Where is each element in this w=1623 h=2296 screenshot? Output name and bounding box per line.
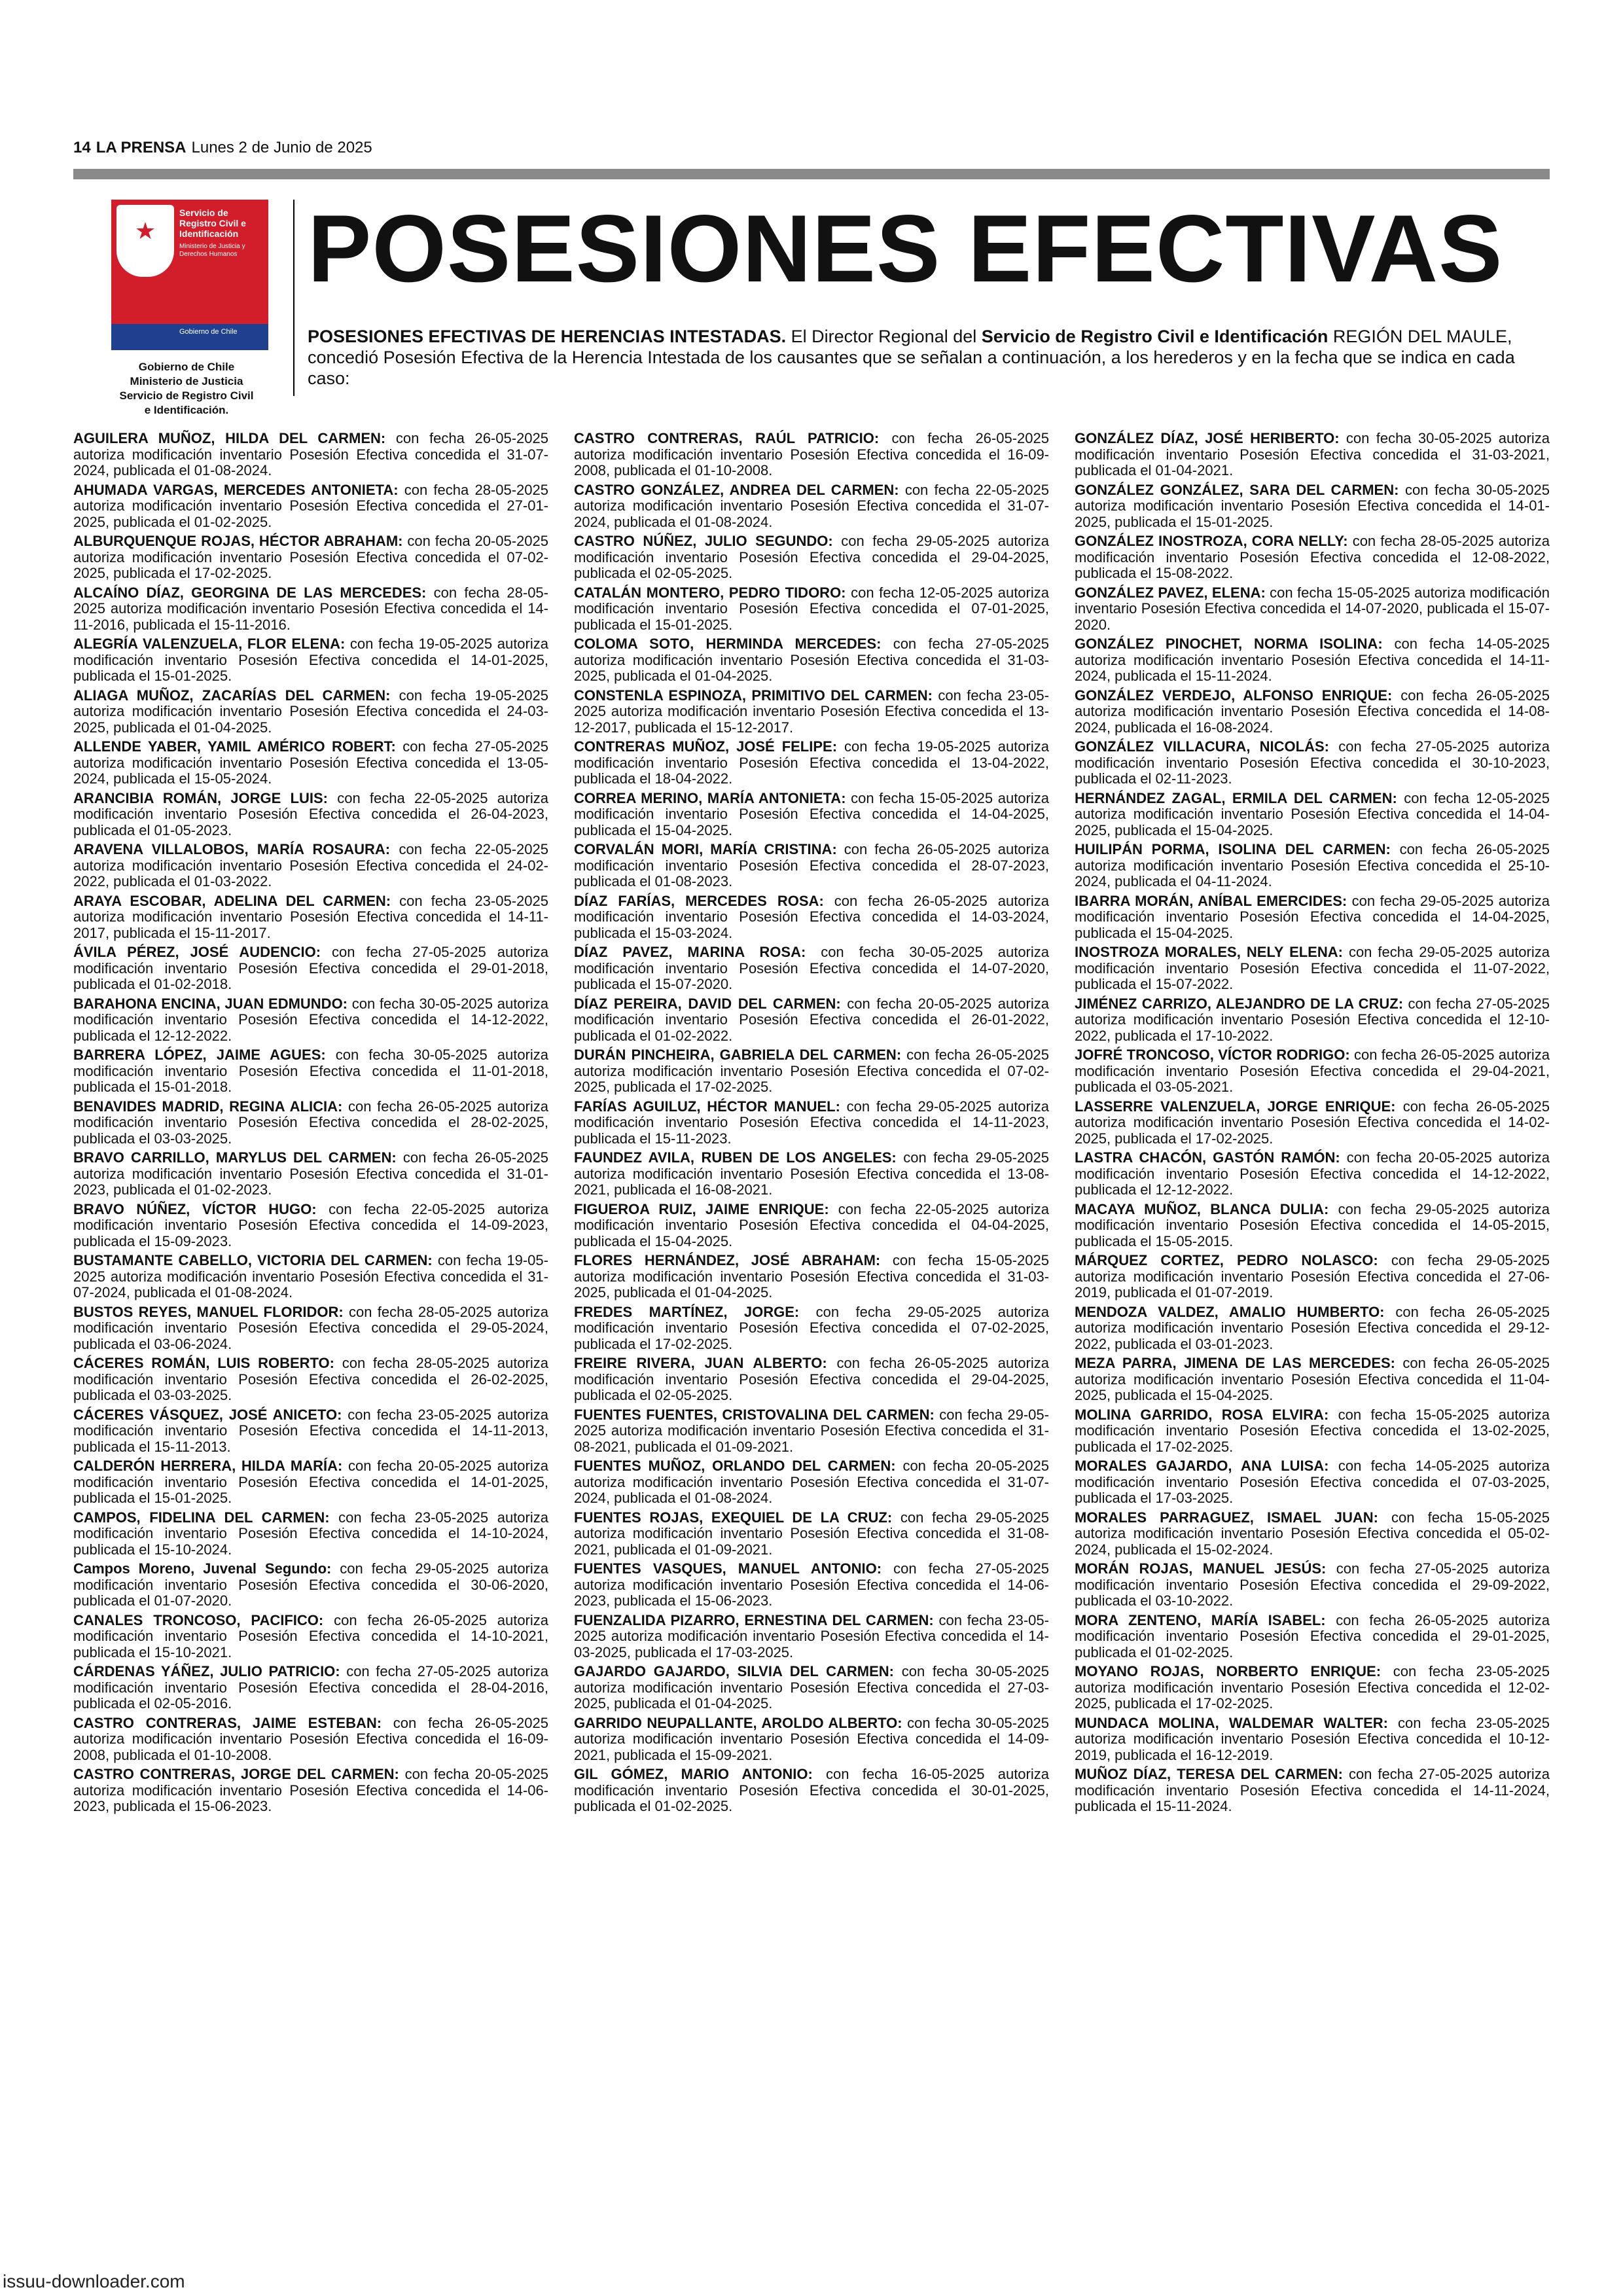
notice-text: con fecha 29-05-2025 autoriza modificación inventario Posesión Efectiva concedida el 14-05-2015, publicada el 15-05-2015. (1075, 1200, 1550, 1249)
decedent-name: MENDOZA VALDEZ, AMALIO HUMBERTO: (1075, 1303, 1385, 1320)
notice-text: con fecha 26-05-2025 autoriza modificación inventario Posesión Efectiva concedida el 28-07-2023, publicada el 01-08-2023. (574, 841, 1049, 889)
notice-text: con fecha 26-05-2025 autoriza modificación inventario Posesión Efectiva concedida el 29-01-2025, publicada el 01-02-2025. (1075, 1611, 1550, 1660)
notice-text: con fecha 27-05-2025 autoriza modificación inventario Posesión Efectiva concedida el 12-10-2022, publicada el 17-10-2022. (1075, 995, 1550, 1044)
notice-entry (73, 1767, 548, 1815)
notice-entry (1075, 1047, 1550, 1096)
notice-text: con fecha 30-05-2025 autoriza modificación inventario Posesión Efectiva concedida el 11-01-2018, publicada el 15-01-2018. (73, 1047, 549, 1095)
notice-text: con fecha 20-05-2025 autoriza modificación inventario Posesión Efectiva concedida el 14-01-2025, publicada el 15-01-2025. (73, 1458, 548, 1506)
notice-text: con fecha 12-05-2025 autoriza modificación inventario Posesión Efectiva concedida el 07-01-2025, publicada el 15-01-2025. (574, 584, 1049, 633)
notice-entry (73, 1458, 548, 1507)
notice-entry (1075, 1099, 1550, 1147)
decedent-name: CÁCERES VÁSQUEZ, JOSÉ ANICETO: (73, 1406, 342, 1423)
caption-line: Gobierno de Chile (138, 361, 235, 373)
notice-text: con fecha 26-05-2025 autoriza modificación inventario Posesión Efectiva concedida el 29-12-2022, publicada el 03-01-2023. (1075, 1303, 1550, 1352)
notice-entry (73, 1047, 548, 1096)
notice-entry (574, 533, 1049, 582)
decedent-name: GONZÁLEZ VERDEJO, ALFONSO ENRIQUE: (1075, 687, 1393, 704)
notice-text: con fecha 19-05-2025 autoriza modificación inventario Posesión Efectiva concedida el 14-01-2025, publicada el 15-01-2025. (73, 636, 548, 684)
header-divider (73, 169, 1550, 179)
notice-text: con fecha 29-05-2025 autoriza modificación inventario Posesión Efectiva concedida el 31-08-2021, publicada el 01-09-2021. (574, 1406, 1049, 1455)
notice-text: con fecha 26-05-2025 autoriza modificación inventario Posesión Efectiva concedida el 14-03-2024, publicada el 15-03-2024. (574, 892, 1049, 941)
decedent-name: ALBURQUENQUE ROJAS, HÉCTOR ABRAHAM: (73, 533, 403, 549)
notice-text: con fecha 29-05-2025 autoriza modificación inventario Posesión Efectiva concedida el 11-07-2022, publicada el 15-07-2022. (1075, 944, 1550, 992)
logo-footer: Gobierno de Chile (179, 328, 238, 336)
notice-text: con fecha 22-05-2025 autoriza modificación inventario Posesión Efectiva concedida el 31-07-2024, publicada el 01-08-2024. (574, 481, 1049, 530)
notice-entry (1075, 739, 1550, 787)
issue-date: Lunes 2 de Junio de 2025 (191, 139, 372, 156)
decedent-name: ALCAÍNO DÍAZ, GEORGINA DE LAS MERCEDES: (73, 584, 427, 601)
decedent-name: MOYANO ROJAS, NORBERTO ENRIQUE: (1075, 1663, 1382, 1679)
page-title: POSESIONES EFECTIVAS (308, 195, 1503, 302)
decedent-name: MUÑOZ DÍAZ, TERESA DEL CARMEN: (1075, 1766, 1343, 1782)
notice-text: con fecha 26-05-2025 autoriza modificación inventario Posesión Efectiva concedida el 29-04-2025, publicada el 02-05-2025. (574, 1355, 1049, 1403)
notice-entry (1075, 1202, 1550, 1250)
notice-entry (1075, 533, 1550, 582)
notice-entry (73, 1510, 548, 1558)
notice-entry (73, 1561, 548, 1609)
notice-text: con fecha 29-05-2025 autoriza modificación inventario Posesión Efectiva concedida el 31-08-2021, publicada el 01-09-2021. (574, 1509, 1049, 1558)
decedent-name: AHUMADA VARGAS, MERCEDES ANTONIETA: (73, 481, 399, 498)
caption-line: e Identificación. (144, 404, 229, 416)
notice-text: con fecha 26-05-2025 autoriza modificación inventario Posesión Efectiva concedida el 07-02-2025, publicada el 17-02-2025. (574, 1047, 1050, 1095)
decedent-name: CONTRERAS MUÑOZ, JOSÉ FELIPE: (574, 738, 838, 755)
decedent-name: MORA ZENTENO, MARÍA ISABEL: (1075, 1611, 1326, 1628)
notice-column-1 (73, 431, 548, 1818)
notice-text: con fecha 29-05-2025 autoriza modificación inventario Posesión Efectiva concedida el 13-08-2021, publicada el 16-08-2021. (574, 1149, 1049, 1198)
notice-entry (574, 1458, 1049, 1507)
notice-entry (1075, 1407, 1550, 1456)
logo-title: Servicio de Registro Civil e Identificación (179, 207, 246, 239)
decedent-name: LASSERRE VALENZUELA, JORGE ENRIQUE: (1075, 1098, 1396, 1115)
notice-entry (73, 996, 548, 1045)
decedent-name: GONZÁLEZ PINOCHET, NORMA ISOLINA: (1075, 636, 1383, 652)
decedent-name: FUENTES VASQUES, MANUEL ANTONIO: (574, 1560, 882, 1577)
logo-caption (98, 360, 275, 418)
decedent-name: LASTRA CHACÓN, GASTÓN RAMÓN: (1075, 1149, 1340, 1166)
decedent-name: BARRERA LÓPEZ, JAIME AGUES: (73, 1047, 326, 1063)
notice-entry (574, 739, 1049, 787)
notice-text: con fecha 29-05-2025 autoriza modificación inventario Posesión Efectiva concedida el 14-11-2023, publicada el 15-11-2023. (574, 1098, 1049, 1147)
decedent-name: MOLINA GARRIDO, ROSA ELVIRA: (1075, 1406, 1329, 1423)
notice-text: con fecha 20-05-2025 autoriza modificación inventario Posesión Efectiva concedida el 14-12-2022, publicada el 12-12-2022. (1075, 1149, 1550, 1198)
notice-text: con fecha 19-05-2025 autoriza modificación inventario Posesión Efectiva concedida el 24-03-2025, publicada el 01-04-2025. (73, 687, 548, 736)
notice-text: con fecha 20-05-2025 autoriza modificación inventario Posesión Efectiva concedida el 14-06-2023, publicada el 15-06-2023. (73, 1766, 548, 1814)
decedent-name: ALEGRÍA VALENZUELA, FLOR ELENA: (73, 636, 346, 652)
notice-entry (73, 1407, 548, 1456)
notice-column-3 (1075, 431, 1550, 1818)
notice-entry (574, 431, 1049, 479)
notice-entry (1075, 1715, 1550, 1764)
notice-entry (574, 996, 1049, 1045)
notice-entry (574, 1150, 1049, 1198)
decedent-name: MACAYA MUÑOZ, BLANCA DULIA: (1075, 1200, 1329, 1217)
decedent-name: GONZÁLEZ GONZÁLEZ, SARA DEL CARMEN: (1075, 481, 1399, 498)
decedent-name: GIL GÓMEZ, MARIO ANTONIO: (574, 1766, 813, 1782)
notice-entry (574, 1047, 1049, 1096)
decedent-name: GONZÁLEZ PAVEZ, ELENA: (1075, 584, 1266, 601)
notice-text: con fecha 30-05-2025 autoriza modificación inventario Posesión Efectiva concedida el 14-07-2020, publicada el 15-07-2020. (574, 944, 1049, 992)
notice-text: con fecha 29-05-2025 autoriza modificación inventario Posesión Efectiva concedida el 27-06-2019, publicada el 01-07-2019. (1075, 1252, 1550, 1300)
notice-text: con fecha 15-05-2025 autoriza modificación inventario Posesión Efectiva concedida el 05-02-2024, publicada el 15-02-2024. (1075, 1509, 1550, 1558)
notice-entry (73, 739, 548, 787)
notice-entry (1075, 1767, 1550, 1815)
notice-text: con fecha 26-05-2025 autoriza modificación inventario Posesión Efectiva concedida el 31-01-2023, publicada el 01-02-2023. (73, 1149, 549, 1198)
notice-entry (73, 791, 548, 839)
notice-text: con fecha 20-05-2025 autoriza modificación inventario Posesión Efectiva concedida el 26-01-2022, publicada el 01-02-2022. (574, 995, 1049, 1044)
notice-entry (574, 842, 1049, 890)
notice-text: con fecha 26-05-2025 autoriza modificación inventario Posesión Efectiva concedida el 14-02-2025, publicada el 17-02-2025. (1075, 1098, 1550, 1147)
decedent-name: FUENTES MUÑOZ, ORLANDO DEL CARMEN: (574, 1458, 896, 1474)
notice-entry (574, 1202, 1049, 1250)
decedent-name: CASTRO GONZÁLEZ, ANDREA DEL CARMEN: (574, 481, 899, 498)
decedent-name: CÁCERES ROMÁN, LUIS ROBERTO: (73, 1355, 334, 1371)
decedent-name: MORALES PARRAGUEZ, ISMAEL JUAN: (1075, 1509, 1378, 1526)
notice-entry (1075, 1253, 1550, 1301)
decedent-name: CORREA MERINO, MARÍA ANTONIETA: (574, 789, 846, 806)
notice-text: con fecha 22-05-2025 autoriza modificación inventario Posesión Efectiva concedida el 04-04-2025, publicada el 15-04-2025. (574, 1200, 1049, 1249)
decedent-name: Campos Moreno, Juvenal Segundo: (73, 1560, 332, 1577)
decedent-name: MEZA PARRA, JIMENA DE LAS MERCEDES: (1075, 1355, 1396, 1371)
notice-text: con fecha 27-05-2025 autoriza modificación inventario Posesión Efectiva concedida el 14-06-2023, publicada el 15-06-2023. (574, 1560, 1049, 1609)
decedent-name: ARAYA ESCOBAR, ADELINA DEL CARMEN: (73, 892, 391, 909)
decedent-name: GAJARDO GAJARDO, SILVIA DEL CARMEN: (574, 1663, 894, 1679)
notice-entry (73, 1613, 548, 1661)
intro-text-1: El Director Regional del (786, 327, 982, 346)
notice-entry (1075, 842, 1550, 890)
decedent-name: AGUILERA MUÑOZ, HILDA DEL CARMEN: (73, 430, 386, 446)
notice-text: con fecha 26-05-2025 autoriza modificación inventario Posesión Efectiva concedida el 28-02-2025, publicada el 03-03-2025. (73, 1098, 549, 1147)
decedent-name: BRAVO NÚÑEZ, VÍCTOR HUGO: (73, 1200, 317, 1217)
notice-entry (574, 1767, 1049, 1815)
decedent-name: CASTRO CONTRERAS, RAÚL PATRICIO: (574, 430, 880, 446)
notice-text: con fecha 23-05-2025 autoriza modificación inventario Posesión Efectiva concedida el 14-03-2025, publicada el 17-03-2025. (574, 1611, 1049, 1660)
notice-entry (73, 1253, 548, 1301)
notice-entry (73, 944, 548, 993)
notice-entry (73, 688, 548, 736)
decedent-name: CANALES TRONCOSO, PACIFICO: (73, 1611, 324, 1628)
notice-entry (1075, 482, 1550, 531)
notice-entry (574, 1304, 1049, 1353)
notice-entry (1075, 1458, 1550, 1507)
notice-text: con fecha 27-05-2025 autoriza modificación inventario Posesión Efectiva concedida el 29-01-2018, publicada el 01-02-2018. (73, 944, 548, 992)
decedent-name: MORALES GAJARDO, ANA LUISA: (1075, 1458, 1329, 1474)
notice-entry (1075, 636, 1550, 685)
notice-text: con fecha 26-05-2025 autoriza modificación inventario Posesión Efectiva concedida el 16-09-2008, publicada el 01-10-2008. (574, 430, 1049, 478)
decedent-name: BENAVIDES MADRID, REGINA ALICIA: (73, 1098, 343, 1115)
decedent-name: ARAVENA VILLALOBOS, MARÍA ROSAURA: (73, 841, 391, 857)
notice-entry (73, 1304, 548, 1353)
decedent-name: CASTRO CONTRERAS, JAIME ESTEBAN: (73, 1714, 382, 1731)
notice-entry (1075, 1355, 1550, 1404)
notice-text: con fecha 29-05-2025 autoriza modificación inventario Posesión Efectiva concedida el 29-04-2025, publicada el 02-05-2025. (574, 533, 1049, 581)
notice-text: con fecha 26-05-2025 autoriza modificación inventario Posesión Efectiva concedida el 31-07-2024, publicada el 01-08-2024. (73, 430, 548, 478)
decedent-name: CASTRO NÚÑEZ, JULIO SEGUNDO: (574, 533, 833, 549)
notice-entry (73, 482, 548, 531)
decedent-name: DURÁN PINCHEIRA, GABRIELA DEL CARMEN: (574, 1047, 902, 1063)
vertical-divider (293, 200, 294, 396)
notice-text: con fecha 22-05-2025 autoriza modificación inventario Posesión Efectiva concedida el 26-04-2023, publicada el 01-05-2023. (73, 789, 548, 838)
footer-url[interactable]: issuu-downloader.com (3, 2271, 185, 2291)
registro-civil-logo (111, 200, 268, 350)
notice-entry (1075, 944, 1550, 993)
notice-text: con fecha 23-05-2025 autoriza modificación inventario Posesión Efectiva concedida el 10-12-2019, publicada el 16-12-2019. (1075, 1714, 1550, 1763)
notice-entry (1075, 1304, 1550, 1353)
notice-text: con fecha 29-05-2025 autoriza modificación inventario Posesión Efectiva concedida el 14-04-2025, publicada el 15-04-2025. (1075, 892, 1550, 941)
notice-entry (1075, 1664, 1550, 1712)
notice-text: con fecha 26-05-2025 autoriza modificación inventario Posesión Efectiva concedida el 29-04-2021, publicada el 03-05-2021. (1075, 1047, 1550, 1095)
notice-text: con fecha 16-05-2025 autoriza modificación inventario Posesión Efectiva concedida el 30-01-2025, publicada el 01-02-2025. (574, 1766, 1049, 1814)
notice-entry (1075, 585, 1550, 634)
decedent-name: BUSTAMANTE CABELLO, VICTORIA DEL CARMEN: (73, 1252, 433, 1268)
decedent-name: ARANCIBIA ROMÁN, JORGE LUIS: (73, 789, 328, 806)
notice-entry (574, 636, 1049, 685)
decedent-name: GARRIDO NEUPALLANTE, AROLDO ALBERTO: (574, 1714, 902, 1731)
notice-text: con fecha 26-05-2025 autoriza modificación inventario Posesión Efectiva concedida el 16-09-2008, publicada el 01-10-2008. (73, 1714, 548, 1763)
notice-column-2 (574, 431, 1049, 1818)
decedent-name: FREDES MARTÍNEZ, JORGE: (574, 1303, 800, 1320)
notice-entry (1075, 791, 1550, 839)
intro-text-2: REGIÓN DEL MAULE, concedió Posesión Efectiva de la Herencia Intestada de los causantes que se señalan a continuación, a los herederos y en la fecha que se indica en cada caso: (308, 327, 1515, 388)
decedent-name: DÍAZ PAVEZ, MARINA ROSA: (574, 944, 806, 960)
decedent-name: ALIAGA MUÑOZ, ZACARÍAS DEL CARMEN: (73, 687, 391, 704)
decedent-name: GONZÁLEZ DÍAZ, JOSÉ HERIBERTO: (1075, 430, 1340, 446)
notice-text: con fecha 29-05-2025 autoriza modificación inventario Posesión Efectiva concedida el 07-02-2025, publicada el 17-02-2025. (574, 1303, 1049, 1352)
notice-entry (574, 585, 1049, 634)
decedent-name: GONZÁLEZ VILLACURA, NICOLÁS: (1075, 738, 1329, 755)
notice-text: con fecha 30-05-2025 autoriza modificación inventario Posesión Efectiva concedida el 27-03-2025, publicada el 01-04-2025. (574, 1663, 1049, 1712)
notice-entry (73, 533, 548, 582)
notice-entry (574, 791, 1049, 839)
notice-text: con fecha 22-05-2025 autoriza modificación inventario Posesión Efectiva concedida el 24-02-2022, publicada el 01-03-2022. (73, 841, 548, 889)
decedent-name: CORVALÁN MORI, MARÍA CRISTINA: (574, 841, 837, 857)
notice-text: con fecha 28-05-2025 autoriza modificación inventario Posesión Efectiva concedida el 27-01-2025, publicada el 01-02-2025. (73, 481, 548, 530)
notice-entry (73, 1715, 548, 1764)
notice-text: con fecha 15-05-2025 autoriza modificación inventario Posesión Efectiva concedida el 13-02-2025, publicada el 17-02-2025. (1075, 1406, 1550, 1455)
notice-text: con fecha 30-05-2025 autoriza modificación inventario Posesión Efectiva concedida el 14-12-2022, publicada el 12-12-2022. (73, 995, 548, 1044)
notice-entry (73, 431, 548, 479)
decedent-name: COLOMA SOTO, HERMINDA MERCEDES: (574, 636, 882, 652)
notice-entry (574, 893, 1049, 942)
decedent-name: JIMÉNEZ CARRIZO, ALEJANDRO DE LA CRUZ: (1075, 995, 1404, 1012)
decedent-name: CAMPOS, FIDELINA DEL CARMEN: (73, 1509, 330, 1526)
notice-entry (574, 1613, 1049, 1661)
notice-text: con fecha 28-05-2025 autoriza modificación inventario Posesión Efectiva concedida el 29-05-2024, publicada el 03-06-2024. (73, 1303, 548, 1352)
paper-name: LA PRENSA (96, 139, 187, 156)
notice-entry (73, 585, 548, 634)
notice-entry (73, 1664, 548, 1712)
decedent-name: MÁRQUEZ CORTEZ, PEDRO NOLASCO: (1075, 1252, 1378, 1268)
notice-text: con fecha 30-05-2025 autoriza modificación inventario Posesión Efectiva concedida el 31-03-2021, publicada el 01-04-2021. (1075, 430, 1550, 478)
notice-entry (1075, 1510, 1550, 1558)
notice-text: con fecha 29-05-2025 autoriza modificación inventario Posesión Efectiva concedida el 30-06-2020, publicada el 01-07-2020. (73, 1560, 549, 1609)
notice-text: con fecha 12-05-2025 autoriza modificación inventario Posesión Efectiva concedida el 14-04-2025, publicada el 15-04-2025. (1075, 789, 1550, 838)
decedent-name: FLORES HERNÁNDEZ, JOSÉ ABRAHAM: (574, 1252, 881, 1268)
decedent-name: ÁVILA PÉREZ, JOSÉ AUDENCIO: (73, 944, 321, 960)
decedent-name: FREIRE RIVERA, JUAN ALBERTO: (574, 1355, 827, 1371)
decedent-name: IBARRA MORÁN, ANÍBAL EMERCIDES: (1075, 892, 1347, 909)
notice-text: con fecha 27-05-2025 autoriza modificación inventario Posesión Efectiva concedida el 29-09-2022, publicada el 03-10-2022. (1075, 1560, 1550, 1609)
notice-entry (73, 1099, 548, 1147)
decedent-name: FAUNDEZ AVILA, RUBEN DE LOS ANGELES: (574, 1149, 897, 1166)
notice-entry (574, 1510, 1049, 1558)
notice-text: con fecha 30-05-2025 autoriza modificación inventario Posesión Efectiva concedida el 14-09-2021, publicada el 15-09-2021. (574, 1714, 1049, 1763)
notice-entry (574, 1715, 1049, 1764)
decedent-name: HERNÁNDEZ ZAGAL, ERMILA DEL CARMEN: (1075, 789, 1397, 806)
notice-entry (73, 1150, 548, 1198)
intro-lead: POSESIONES EFECTIVAS DE HERENCIAS INTESTADAS. (308, 327, 787, 346)
notice-text: con fecha 23-05-2025 autoriza modificación inventario Posesión Efectiva concedida el 13-12-2017, publicada el 15-12-2017. (574, 687, 1049, 736)
notice-text: con fecha 27-05-2025 autoriza modificación inventario Posesión Efectiva concedida el 13-05-2024, publicada el 15-05-2024. (73, 738, 548, 787)
decedent-name: CATALÁN MONTERO, PEDRO TIDORO: (574, 584, 846, 601)
notice-entry (1075, 996, 1550, 1045)
intro-service: Servicio de Registro Civil e Identificación (981, 327, 1329, 346)
notice-text: con fecha 15-05-2025 autoriza modificación inventario Posesión Efectiva concedida el 14-07-2020, publicada el 15-07-2020. (1075, 584, 1550, 633)
notice-text: con fecha 27-05-2025 autoriza modificación inventario Posesión Efectiva concedida el 31-03-2025, publicada el 01-04-2025. (574, 636, 1049, 684)
decedent-name: INOSTROZA MORALES, NELY ELENA: (1075, 944, 1343, 960)
notice-text: con fecha 27-05-2025 autoriza modificación inventario Posesión Efectiva concedida el 28-04-2016, publicada el 02-05-2016. (73, 1663, 548, 1712)
notice-entry (73, 1202, 548, 1250)
notice-text: con fecha 23-05-2025 autoriza modificación inventario Posesión Efectiva concedida el 12-02-2025, publicada el 17-02-2025. (1075, 1663, 1550, 1712)
decedent-name: BARAHONA ENCINA, JUAN EDMUNDO: (73, 995, 348, 1012)
decedent-name: FUENZALIDA PIZARRO, ERNESTINA DEL CARMEN: (574, 1611, 934, 1628)
intro-paragraph (308, 326, 1544, 389)
decedent-name: FUENTES FUENTES, CRISTOVALINA DEL CARMEN: (574, 1406, 935, 1423)
notice-text: con fecha 20-05-2025 autoriza modificación inventario Posesión Efectiva concedida el 31-07-2024, publicada el 01-08-2024. (574, 1458, 1049, 1506)
decedent-name: JOFRÉ TRONCOSO, VÍCTOR RODRIGO: (1075, 1047, 1350, 1063)
notice-text: con fecha 26-05-2025 autoriza modificación inventario Posesión Efectiva concedida el 14-10-2021, publicada el 15-10-2021. (73, 1611, 548, 1660)
caption-line: Servicio de Registro Civil (119, 389, 254, 402)
notice-entry (73, 636, 548, 685)
page-number: 14 (73, 139, 91, 156)
notice-entry (1075, 1613, 1550, 1661)
notice-text: con fecha 19-05-2025 autoriza modificación inventario Posesión Efectiva concedida el 13-04-2022, publicada el 18-04-2022. (574, 738, 1049, 787)
notice-text: con fecha 14-05-2025 autoriza modificación inventario Posesión Efectiva concedida el 07-03-2025, publicada el 17-03-2025. (1075, 1458, 1550, 1506)
notice-text: con fecha 28-05-2025 autoriza modificación inventario Posesión Efectiva concedida el 26-02-2025, publicada el 03-03-2025. (73, 1355, 548, 1403)
notice-text: con fecha 22-05-2025 autoriza modificación inventario Posesión Efectiva concedida el 14-09-2023, publicada el 15-09-2023. (73, 1200, 548, 1249)
notice-entry (73, 842, 548, 890)
notice-text: con fecha 14-05-2025 autoriza modificación inventario Posesión Efectiva concedida el 14-11-2024, publicada el 15-11-2024. (1075, 636, 1550, 684)
notice-text: con fecha 15-05-2025 autoriza modificación inventario Posesión Efectiva concedida el 31-03-2025, publicada el 01-04-2025. (574, 1252, 1049, 1300)
notice-text: con fecha 26-05-2025 autoriza modificación inventario Posesión Efectiva concedida el 14-08-2024, publicada el 16-08-2024. (1075, 687, 1550, 736)
decedent-name: GONZÁLEZ INOSTROZA, CORA NELLY: (1075, 533, 1348, 549)
notice-entry (574, 1407, 1049, 1456)
notice-text: con fecha 23-05-2025 autoriza modificación inventario Posesión Efectiva concedida el 14-10-2024, publicada el 15-10-2024. (73, 1509, 548, 1558)
notice-entry (1075, 1150, 1550, 1198)
notice-text: con fecha 15-05-2025 autoriza modificación inventario Posesión Efectiva concedida el 14-04-2025, publicada el 15-04-2025. (574, 789, 1049, 838)
logo-subtitle: Ministerio de Justicia y Derechos Humanos (179, 243, 245, 258)
caption-line: Ministerio de Justicia (130, 375, 243, 387)
decedent-name: DÍAZ FARÍAS, MERCEDES ROSA: (574, 892, 824, 909)
notice-entry (1075, 688, 1550, 736)
decedent-name: BRAVO CARRILLO, MARYLUS DEL CARMEN: (73, 1149, 397, 1166)
notice-text: con fecha 26-05-2025 autoriza modificación inventario Posesión Efectiva concedida el 25-10-2024, publicada el 04-11-2024. (1075, 841, 1550, 889)
notice-entry (1075, 893, 1550, 942)
notice-text: con fecha 23-05-2025 autoriza modificación inventario Posesión Efectiva concedida el 14-11-2017, publicada el 15-11-2017. (73, 892, 548, 941)
notice-entry (574, 688, 1049, 736)
decedent-name: MUNDACA MOLINA, WALDEMAR WALTER: (1075, 1714, 1388, 1731)
notice-entry (73, 893, 548, 942)
decedent-name: BUSTOS REYES, MANUEL FLORIDOR: (73, 1303, 344, 1320)
decedent-name: CASTRO CONTRERAS, JORGE DEL CARMEN: (73, 1766, 399, 1782)
notice-text: con fecha 26-05-2025 autoriza modificación inventario Posesión Efectiva concedida el 11-04-2025, publicada el 15-04-2025. (1075, 1355, 1550, 1403)
decedent-name: FARÍAS AGUILUZ, HÉCTOR MANUEL: (574, 1098, 840, 1115)
decedent-name: CONSTENLA ESPINOZA, PRIMITIVO DEL CARMEN: (574, 687, 933, 704)
notice-entry (574, 482, 1049, 531)
decedent-name: HUILIPÁN PORMA, ISOLINA DEL CARMEN: (1075, 841, 1391, 857)
decedent-name: DÍAZ PEREIRA, DAVID DEL CARMEN: (574, 995, 841, 1012)
notice-text: con fecha 28-05-2025 autoriza modificación inventario Posesión Efectiva concedida el 14-11-2016, publicada el 15-11-2016. (73, 584, 548, 633)
notice-entry (1075, 1561, 1550, 1609)
decedent-name: FUENTES ROJAS, EXEQUIEL DE LA CRUZ: (574, 1509, 893, 1526)
notice-text: con fecha 20-05-2025 autoriza modificación inventario Posesión Efectiva concedida el 07-02-2025, publicada el 17-02-2025. (73, 533, 548, 581)
notice-text: con fecha 28-05-2025 autoriza modificación inventario Posesión Efectiva concedida el 12-08-2022, publicada el 15-08-2022. (1075, 533, 1550, 581)
decedent-name: CALDERÓN HERRERA, HILDA MARÍA: (73, 1458, 343, 1474)
star-icon: ★ (134, 217, 156, 244)
decedent-name: ALLENDE YABER, YAMIL AMÉRICO ROBERT: (73, 738, 396, 755)
decedent-name: CÁRDENAS YÁÑEZ, JULIO PATRICIO: (73, 1663, 340, 1679)
notice-text: con fecha 19-05-2025 autoriza modificación inventario Posesión Efectiva concedida el 31-07-2024, publicada el 01-08-2024. (73, 1252, 548, 1300)
notice-entry (574, 944, 1049, 993)
notice-entry (574, 1664, 1049, 1712)
notice-text: con fecha 27-05-2025 autoriza modificación inventario Posesión Efectiva concedida el 30-10-2023, publicada el 02-11-2023. (1075, 738, 1550, 787)
page-header (73, 139, 372, 157)
logo-text (179, 207, 264, 259)
notice-entry (574, 1253, 1049, 1301)
notice-text: con fecha 27-05-2025 autoriza modificación inventario Posesión Efectiva concedida el 14-11-2024, publicada el 15-11-2024. (1075, 1766, 1550, 1814)
decedent-name: MORÁN ROJAS, MANUEL JESÚS: (1075, 1560, 1327, 1577)
decedent-name: FIGUEROA RUIZ, JAIME ENRIQUE: (574, 1200, 829, 1217)
notice-entry (73, 1355, 548, 1404)
notice-text: con fecha 23-05-2025 autoriza modificación inventario Posesión Efectiva concedida el 14-11-2013, publicada el 15-11-2013. (73, 1406, 548, 1455)
notice-entry (1075, 431, 1550, 479)
notice-text: con fecha 30-05-2025 autoriza modificación inventario Posesión Efectiva concedida el 14-01-2025, publicada el 15-01-2025. (1075, 481, 1550, 530)
notice-entry (574, 1099, 1049, 1147)
notice-entry (574, 1561, 1049, 1609)
notice-entry (574, 1355, 1049, 1404)
